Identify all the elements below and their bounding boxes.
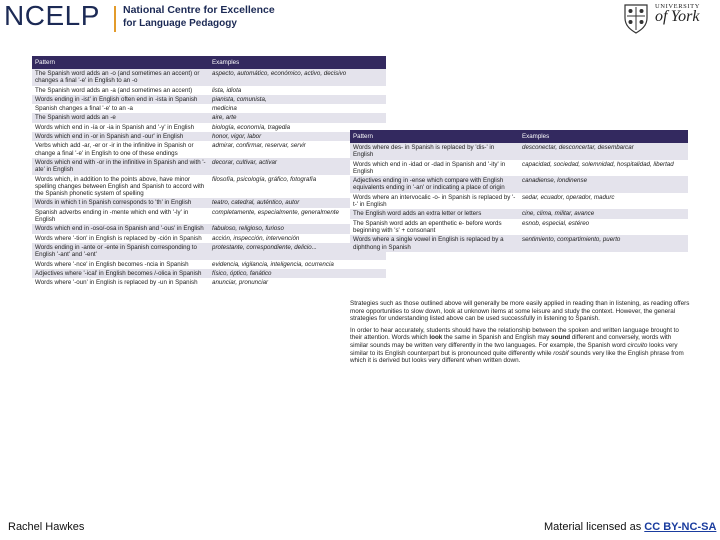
examples-cell: capacidad, sociedad, solemnidad, hospitalidad, libertad: [519, 160, 688, 177]
examples-cell: desconectar, desconcertar, desembarcar: [519, 143, 688, 160]
license-notice: Material licensed as CC BY-NC-SA: [544, 521, 717, 533]
table2-header-pattern: Pattern: [350, 130, 519, 143]
pattern-cell: Words which end in -or in Spanish and -our' in English: [32, 132, 209, 141]
examples-cell: decorar, cultivar, activar: [209, 158, 386, 175]
table-row: [32, 198, 386, 207]
pattern-cell: Words where '-nce' in English becomes -ncia in Spanish: [32, 260, 209, 269]
pattern-cell: Words which end in -oso/-osa in Spanish and '-ous' in English: [32, 224, 209, 233]
examples-cell: honor, vigor, labor: [209, 132, 386, 141]
examples-cell: sedar, ecuador, operador, madurc: [519, 193, 688, 210]
examples-cell: canadiense, londinense: [519, 176, 688, 193]
examples-cell: protestante, correspondiente, delicio...: [209, 243, 386, 260]
york-of-label: of: [655, 8, 668, 25]
logo-divider: [114, 6, 116, 32]
york-university-label: UNIVERSITY: [655, 3, 700, 10]
table-row: [32, 278, 386, 287]
pattern-cell: Words in which t in Spanish corresponds to 'th' in English: [32, 198, 209, 207]
pattern-cell: Words ending in -ante or -ente in Spanish corresponding to English '-ant' and '-ent': [32, 243, 209, 260]
subtitle-line2: for Language Pedagogy: [123, 18, 237, 29]
table-row: [32, 208, 386, 225]
pattern-cell: Words where des- in Spanish is replaced by 'dis-' in English: [350, 143, 519, 160]
examples-cell: filosofía, psicología, gráfico, fotografía: [209, 175, 386, 199]
pattern-cell: Words where a single vowel in English is replaced by a diphthong in Spanish: [350, 235, 519, 252]
pattern-cell: The Spanish word adds an -o (and sometimes an accent) or changes a final '-e' in English to an -o: [32, 69, 209, 86]
pattern-cell: Words where an intervocalic -o- in Spanish is replaced by '-t-' in English: [350, 193, 519, 210]
pattern-cell: Words which end with -or in the infinitive in Spanish and with '-ate' in English: [32, 158, 209, 175]
pattern-cell: Spanish changes a final '-e' to an -a: [32, 104, 209, 113]
pattern-cell: Spanish adverbs ending in -mente which end with '-ly' in English: [32, 208, 209, 225]
notes-paragraph-2: In order to hear accurately, students should have the relationship between the spoken and written language brought to their attention. Words which look the same in Spanish and English may sound different and conversely, words with similar sounds may be written very differently in the two languages. For example, the Spanish word circuito looks very similar to its English counterpart but is pronounced quite differently while rosbif sounds very like the English phrase from which it is derived but looks very different when written down.: [350, 326, 684, 365]
examples-cell: fabuloso, religioso, furioso: [209, 224, 386, 233]
pattern-cell: Words where '-tion' in English is replaced by -ción in Spanish: [32, 234, 209, 243]
examples-cell: biología, economía, tragedia: [209, 123, 386, 132]
table-row: [32, 123, 386, 132]
pattern-cell: The Spanish word adds an epenthetic e- before words beginning with 's' + consonant: [350, 219, 519, 236]
table-row: [32, 86, 386, 95]
pattern-cell: Words which, in addition to the points above, have minor spelling changes between English and Spanish to accord with the Spanish phonetic system of spelling: [32, 175, 209, 199]
table-row: [32, 260, 386, 269]
table2-header-examples: Examples: [519, 130, 688, 143]
table-row: [350, 143, 688, 160]
examples-cell: sentimiento, compartimiento, puerto: [519, 235, 688, 252]
pattern-cell: Words which end in -ía or -ia in Spanish and '-y' in English: [32, 123, 209, 132]
pattern-cell: The Spanish word adds an -a (and sometimes an accent): [32, 86, 209, 95]
table-row: [32, 243, 386, 260]
examples-cell: físico, óptico, fanático: [209, 269, 386, 278]
table-row: [32, 269, 386, 278]
table1-header-pattern: Pattern: [32, 56, 209, 69]
pattern-cell: Adjectives ending in -ense which compare with English equivalents ending in '-an' or indicating a place of origin: [350, 176, 519, 193]
examples-cell: completamente, especialmente, generalmente: [209, 208, 386, 225]
examples-cell: evidencia, vigilancia, inteligencia, ocurrencia: [209, 260, 386, 269]
patterns-table-1: [32, 56, 386, 287]
pattern-cell: Words where '-oun' in English is replaced by -un in Spanish: [32, 278, 209, 287]
examples-cell: lista, idiota: [209, 86, 386, 95]
examples-cell: acción, inspección, intervención: [209, 234, 386, 243]
pattern-cell: The Spanish word adds an -e: [32, 113, 209, 122]
york-name-label: York: [670, 8, 700, 25]
table-row: [350, 235, 688, 252]
york-logo: [622, 2, 718, 36]
table-row: [32, 69, 386, 86]
examples-cell: admirar, confirmar, reservar, servir: [209, 141, 386, 158]
license-link[interactable]: CC BY-NC-SA: [644, 521, 717, 533]
examples-cell: anunciar, pronunciar: [209, 278, 386, 287]
table-row: [350, 209, 688, 218]
table-row: [32, 104, 386, 113]
pattern-cell: Words ending in -ist' in English often end in -ista in Spanish: [32, 95, 209, 104]
author-name: Rachel Hawkes: [8, 521, 85, 533]
examples-cell: esnob, especial, estéreo: [519, 219, 688, 236]
examples-cell: cine, clima, militar, avance: [519, 209, 688, 218]
notes-paragraph-1: Strategies such as those outlined above will generally be more easily applied in reading than in listening, as reading offers more opportunities to slow down, look at unknown items at some leisure and study the context. However, the general strategies for understanding listed above can be used successfully in listening to Spanish.: [350, 300, 690, 323]
table-row: [32, 132, 386, 141]
pattern-cell: Verbs which add -ar, -er or -ir in the infinitive in Spanish or change a final '-e' in English to one of these endings: [32, 141, 209, 158]
pattern-cell: The English word adds an extra letter or letters: [350, 209, 519, 218]
table-row: [350, 160, 688, 177]
york-crest-icon: [622, 2, 650, 34]
ncelp-logo: NCELP: [4, 0, 100, 31]
table-row: [350, 193, 688, 210]
table-row: [32, 175, 386, 199]
subtitle-line1: National Centre for Excellence: [123, 4, 275, 16]
pattern-cell: Words which end in -idad or -dad in Spanish and '-ity' in English: [350, 160, 519, 177]
patterns-table-2: [350, 130, 688, 252]
table1-header-examples: Examples: [209, 56, 386, 69]
examples-cell: pianista, comunista,: [209, 95, 386, 104]
table-row: [32, 158, 386, 175]
table-row: [32, 234, 386, 243]
examples-cell: aspecto, automático, económico, activo, decisivo: [209, 69, 386, 86]
table-row: [32, 141, 386, 158]
examples-cell: teatro, catedral, auténtico, autor: [209, 198, 386, 207]
strategy-notes: [350, 300, 690, 369]
table-row: [350, 219, 688, 236]
examples-cell: medicina: [209, 104, 386, 113]
table-row: [32, 224, 386, 233]
pattern-cell: Adjectives where '-ical' in English becomes /-olica in Spanish: [32, 269, 209, 278]
table-row: [32, 113, 386, 122]
table-row: [350, 176, 688, 193]
examples-cell: aire, arte: [209, 113, 386, 122]
ncelp-subtitle: [123, 4, 275, 30]
table-row: [32, 95, 386, 104]
